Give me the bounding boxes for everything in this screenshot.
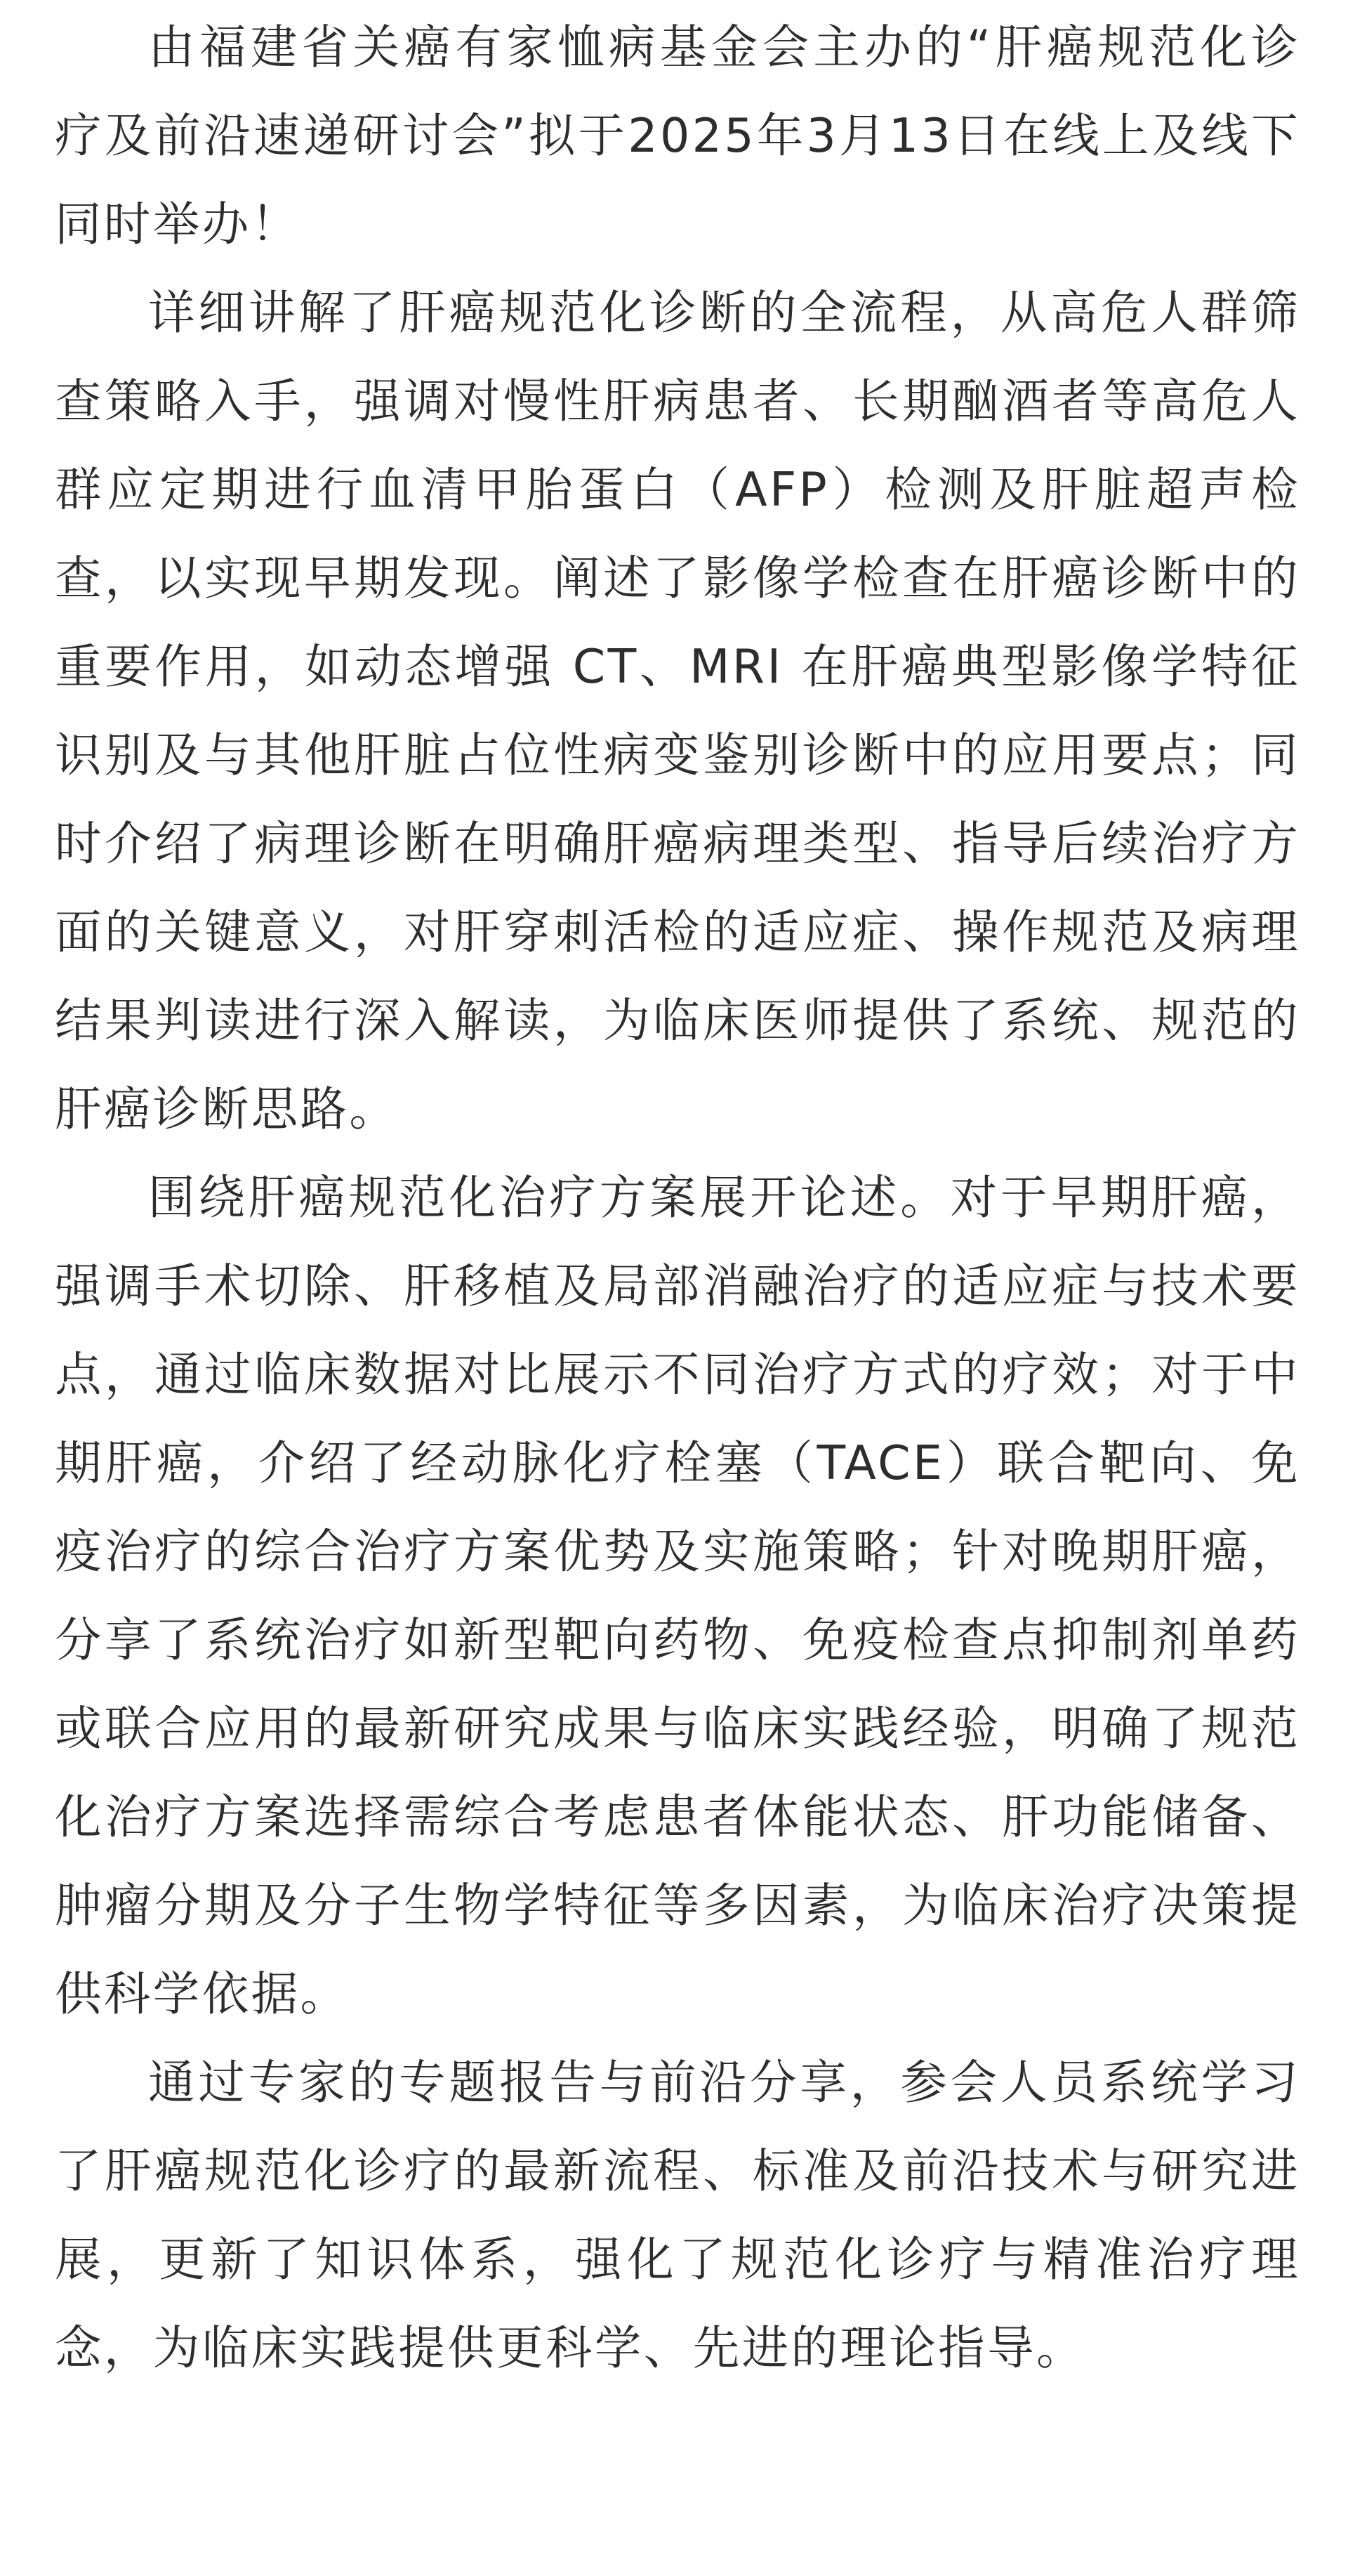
paragraph-intro: 由福建省关癌有家恤病基金会主办的“肝癌规范化诊疗及前沿速递研讨会”拟于2025年3月13日在线上及线下同时举办！	[55, 20, 1300, 251]
article-body	[55, 3, 1300, 2392]
paragraph-diagnosis: 详细讲解了肝癌规范化诊断的全流程，从高危人群筛查策略入手，强调对慢性肝病患者、长期酗酒者等高危人群应定期进行血清甲胎蛋白（AFP）检测及肝脏超声检查，以实现早期发现。阐述了影像学检查在肝癌诊断中的重要作用，如动态增强 CT、MRI 在肝癌典型影像学特征识别及与其他肝脏占位性病变鉴别诊断中的应用要点；同时介绍了病理诊断在明确肝癌病理类型、指导后续治疗方面的关键意义，对肝穿刺活检的适应症、操作规范及病理结果判读进行深入解读，为临床医师提供了系统、规范的肝癌诊断思路。	[55, 285, 1300, 1136]
paragraph-summary: 通过专家的专题报告与前沿分享，参会人员系统学习了肝癌规范化诊疗的最新流程、标准及前沿技术与研究进展，更新了知识体系，强化了规范化诊疗与精准治疗理念，为临床实践提供更科学、先进的理论指导。	[55, 2055, 1300, 2375]
paragraph-treatment: 围绕肝癌规范化治疗方案展开论述。对于早期肝癌，强调手术切除、肝移植及局部消融治疗的适应症与技术要点，通过临床数据对比展示不同治疗方式的疗效；对于中期肝癌，介绍了经动脉化疗栓塞（TACE）联合靶向、免疫治疗的综合治疗方案优势及实施策略；针对晚期肝癌，分享了系统治疗如新型靶向药物、免疫检查点抑制剂单药或联合应用的最新研究成果与临床实践经验，明确了规范化治疗方案选择需综合考虑患者体能状态、肝功能储备、肿瘤分期及分子生物学特征等多因素，为临床治疗决策提供科学依据。	[55, 1170, 1300, 2021]
